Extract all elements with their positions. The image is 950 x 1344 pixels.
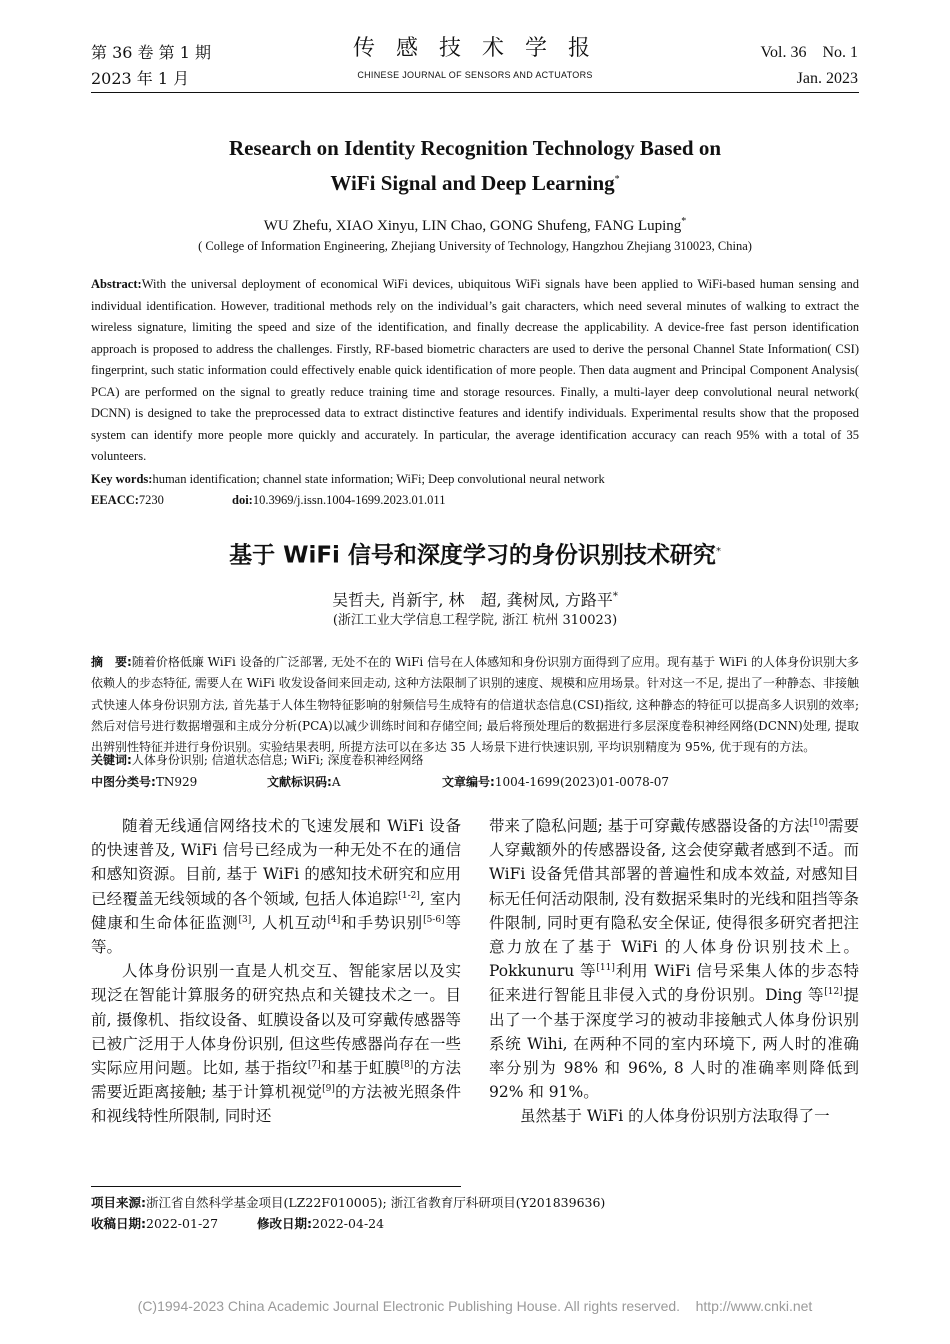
citation: [8] <box>400 1059 414 1070</box>
fund-value: 浙江省自然科学基金项目(LZ22F010005); 浙江省教育厅科研项目(Y201839636) <box>146 1195 606 1210</box>
paper-title-cn <box>0 535 950 573</box>
authors-en <box>0 212 950 236</box>
citation: [1-2] <box>398 890 420 901</box>
title-cn-star: * <box>715 546 721 557</box>
citation: [4] <box>327 914 341 925</box>
keywords-en-label: Key words: <box>91 472 153 486</box>
body-column-left <box>91 814 461 1129</box>
citation: [11] <box>596 963 615 974</box>
text-run: 等等。 <box>91 913 461 957</box>
doi <box>232 490 445 510</box>
abstract-cn-label: 摘 要: <box>91 655 132 669</box>
text-run: 人体身份识别一直是人机交互、智能家居以及实现泛在智能计算服务的研究热点和关键技术之一。目前, 摄像机、指纹设备、虹膜设备以及可穿戴传感器等已被广泛用于人体身份识别, 但这些传感器尚存在一些实际应用问题。比如, 基于指纹 <box>91 962 461 1078</box>
clc-label: 中图分类号: <box>91 775 156 789</box>
journal-name-cn: 传 感 技 术 学 报 <box>353 36 597 61</box>
header-rule <box>91 92 859 93</box>
text-run: 提出了一个基于深度学习的被动非接触式人体身份识别系统 Wihi, 在两种不同的室内环境下, 两人时的准确率分别为 98% 和 96%, 8 人时的准确率则降低到 92% 和 91%。 <box>489 986 859 1102</box>
authors-cn-text: 吴哲夫, 肖新宇, 林 超, 龚树凤, 方路平 <box>332 590 613 610</box>
clc-number <box>91 772 197 792</box>
affiliation-cn: (浙江工业大学信息工程学院, 浙江 杭州 310023) <box>332 613 618 628</box>
text-run: , 室内健康和生命体征监测 <box>91 889 461 932</box>
text-run: , 人机互动 <box>251 913 328 932</box>
title-en-line-1: Research on Identity Recognition Technology Based on <box>229 136 721 160</box>
received-date <box>91 1214 218 1234</box>
keywords-en <box>91 469 859 489</box>
fund-label: 项目来源: <box>91 1195 146 1210</box>
keywords-cn-label: 关键词: <box>91 753 132 767</box>
footnote-rule <box>91 1186 461 1187</box>
eeacc <box>91 490 164 510</box>
doi-label: doi: <box>232 493 253 507</box>
doi-value: 10.3969/j.issn.1004-1699.2023.01.011 <box>252 493 446 507</box>
copyright-notice: (C)1994-2023 China Academic Journal Electronic Publishing House. All rights reserved. http://www.cnki.net <box>137 1298 813 1314</box>
abstract-en-label: Abstract: <box>91 277 142 291</box>
article-number <box>442 772 669 792</box>
journal-name-en: CHINESE JOURNAL OF SENSORS AND ACTUATORS <box>357 70 593 80</box>
title-cn-text: 基于 WiFi 信号和深度学习的身份识别技术研究 <box>229 542 716 569</box>
text-run: 和基于虹膜 <box>320 1059 401 1078</box>
revised-value: 2022-04-24 <box>312 1216 385 1231</box>
article-no-value: 1004-1699(2023)01-0078-07 <box>494 775 670 789</box>
body-paragraph <box>91 959 461 1128</box>
date-cn: 2023 年 1 月 <box>91 69 190 88</box>
received-label: 收稿日期: <box>91 1216 146 1231</box>
citation: [5-6] <box>423 914 445 925</box>
citation: [10] <box>809 817 828 828</box>
date-en: Jan. 2023 <box>796 70 858 87</box>
revised-date <box>257 1214 384 1234</box>
abstract-cn-text: 随着价格低廉 WiFi 设备的广泛部署, 无处不在的 WiFi 信号在人体感知和身份识别方面得到了应用。现有基于 WiFi 的人体身份识别大多依赖人的步态特征, 需要人在 WiFi 收发设备间来回走动, 这种方法限制了识别的速度、规模和应用场景。针对这一不足, 提出了一种静态、非接触式快速人体身份识别方法, 首先基于人体生物特征影响的射频信号生成特有的信道状态信息(CSI)指纹, 这种静态的特征可以提高多人识别的效率; 然后对信号进行数据增强和主成分分析(PCA)以减少训练时间和存储空间; 最后将预处理后的数据进行多层深度卷积神经网络(DCNN)处理, 提取出辨别性特征并进行身份识别。实验结果表明, 所提方法可以在多达 35 人场景下进行快速识别, 平均识别精度为 95%, 优于现有的方法。 <box>91 655 859 755</box>
authors-en-text: WU Zhefu, XIAO Xinyu, LIN Chao, GONG Shufeng, FANG Luping <box>263 218 682 234</box>
text-run: 的方法被光照条件和视线特性所限制, 同时还 <box>91 1083 461 1126</box>
abstract-cn <box>91 652 859 758</box>
revised-label: 修改日期: <box>257 1216 312 1231</box>
journal-issue-en <box>761 40 859 92</box>
eeacc-label: EEACC: <box>91 493 139 507</box>
text-run: 随着无线通信网络技术的飞速发展和 WiFi 设备的快速普及, WiFi 信号已经成为一种无处不在的通信和感知资源。目前, 基于 WiFi 的感知技术研究和应用已经覆盖无线领域的各个领域, 包括人体追踪 <box>91 817 461 908</box>
citation: [9] <box>322 1084 335 1095</box>
text-run: 和手势识别 <box>340 913 424 932</box>
body-column-right <box>489 814 859 1129</box>
citation: [3] <box>238 914 252 925</box>
citation: [7] <box>307 1059 321 1070</box>
authors-cn <box>0 586 950 611</box>
clc-value: TN929 <box>155 775 198 789</box>
volume-en: Vol. 36 No. 1 <box>760 44 858 61</box>
funding-note <box>91 1193 605 1213</box>
body-paragraph <box>489 814 859 1104</box>
received-value: 2022-01-27 <box>146 1216 219 1231</box>
body-paragraph <box>91 814 461 959</box>
title-en-text-2: WiFi Signal and Deep Learning <box>330 171 615 195</box>
abstract-en <box>91 274 859 468</box>
keywords-en-text: human identification; channel state information; WiFi; Deep convolutional neural network <box>152 472 605 486</box>
paper-title-en <box>100 132 850 199</box>
text-run: 利用 WiFi 信号采集人体的步态特征来进行智能且非侵入式的身份识别。Ding 等 <box>489 962 859 1005</box>
doccode-label: 文献标识码: <box>267 775 332 789</box>
title-star: * <box>614 174 620 185</box>
keywords-cn <box>91 750 424 770</box>
document-code <box>267 772 340 792</box>
affiliation-en: ( College of Information Engineering, Zhejiang University of Technology, Hangzhou Zhejiang 310023, China) <box>198 239 752 253</box>
doccode-value: A <box>331 775 341 789</box>
text-run: 带来了隐私问题; 基于可穿戴传感器设备的方法 <box>489 817 810 835</box>
body-paragraph: 虽然基于 WiFi 的人体身份识别方法取得了一 <box>520 1107 830 1126</box>
article-no-label: 文章编号: <box>442 775 495 789</box>
issue-cn: 第 36 卷 第 1 期 <box>91 43 211 62</box>
abstract-en-text: With the universal deployment of economical WiFi devices, ubiquitous WiFi signals have been applied to WiFi-based human sensing and individual identification. However, traditional methods rely on the individual’s gait characters, which need several minutes of walking to extract the wireless signature, limiting the speed and size of the identification, and finally decrease the applicability. A device-free fast person identification approach is proposed to address the challenges. Firstly, RF-based biometric characters are used to derive the personal Channel State Information( CSI) fingerprint, such static information could effectively enable quick identification of more people. Then data augment and Principal Component Analysis( PCA) are performed on the signal to greatly reduce training time and storage resources. Finally, a multi-layer deep convolutional neural network( DCNN) is designed to take the preprocessed data to extract distinctive features and identify individuals. Experimental results show that the proposed system can identify more people more quickly and accurately. In particular, the average identification accuracy can reach 95% with a total of 35 volunteers. <box>91 277 859 463</box>
text-run: 的方法需要近距离接触; 基于计算机视觉 <box>91 1059 461 1102</box>
text-run: 需要人穿戴额外的传感器设备, 这会使穿戴者感到不适。而 WiFi 设备凭借其部署的普遍性和成本效益, 对感知目标无任何活动限制, 没有数据采集时的光线和阻挡等条件限制, 同时更有隐私安全保证, 使得很多研究者把注意力放在了基于 WiFi 的人体身份识别技术上。Pokkunuru 等 <box>489 817 859 981</box>
citation: [12] <box>824 987 843 998</box>
author-star: * <box>681 216 687 227</box>
eeacc-value: 7230 <box>138 493 164 507</box>
author-cn-star: * <box>612 591 618 602</box>
title-en-line-2 <box>100 164 850 199</box>
keywords-cn-text: 人体身份识别; 信道状态信息; WiFi; 深度卷积神经网络 <box>131 753 424 767</box>
